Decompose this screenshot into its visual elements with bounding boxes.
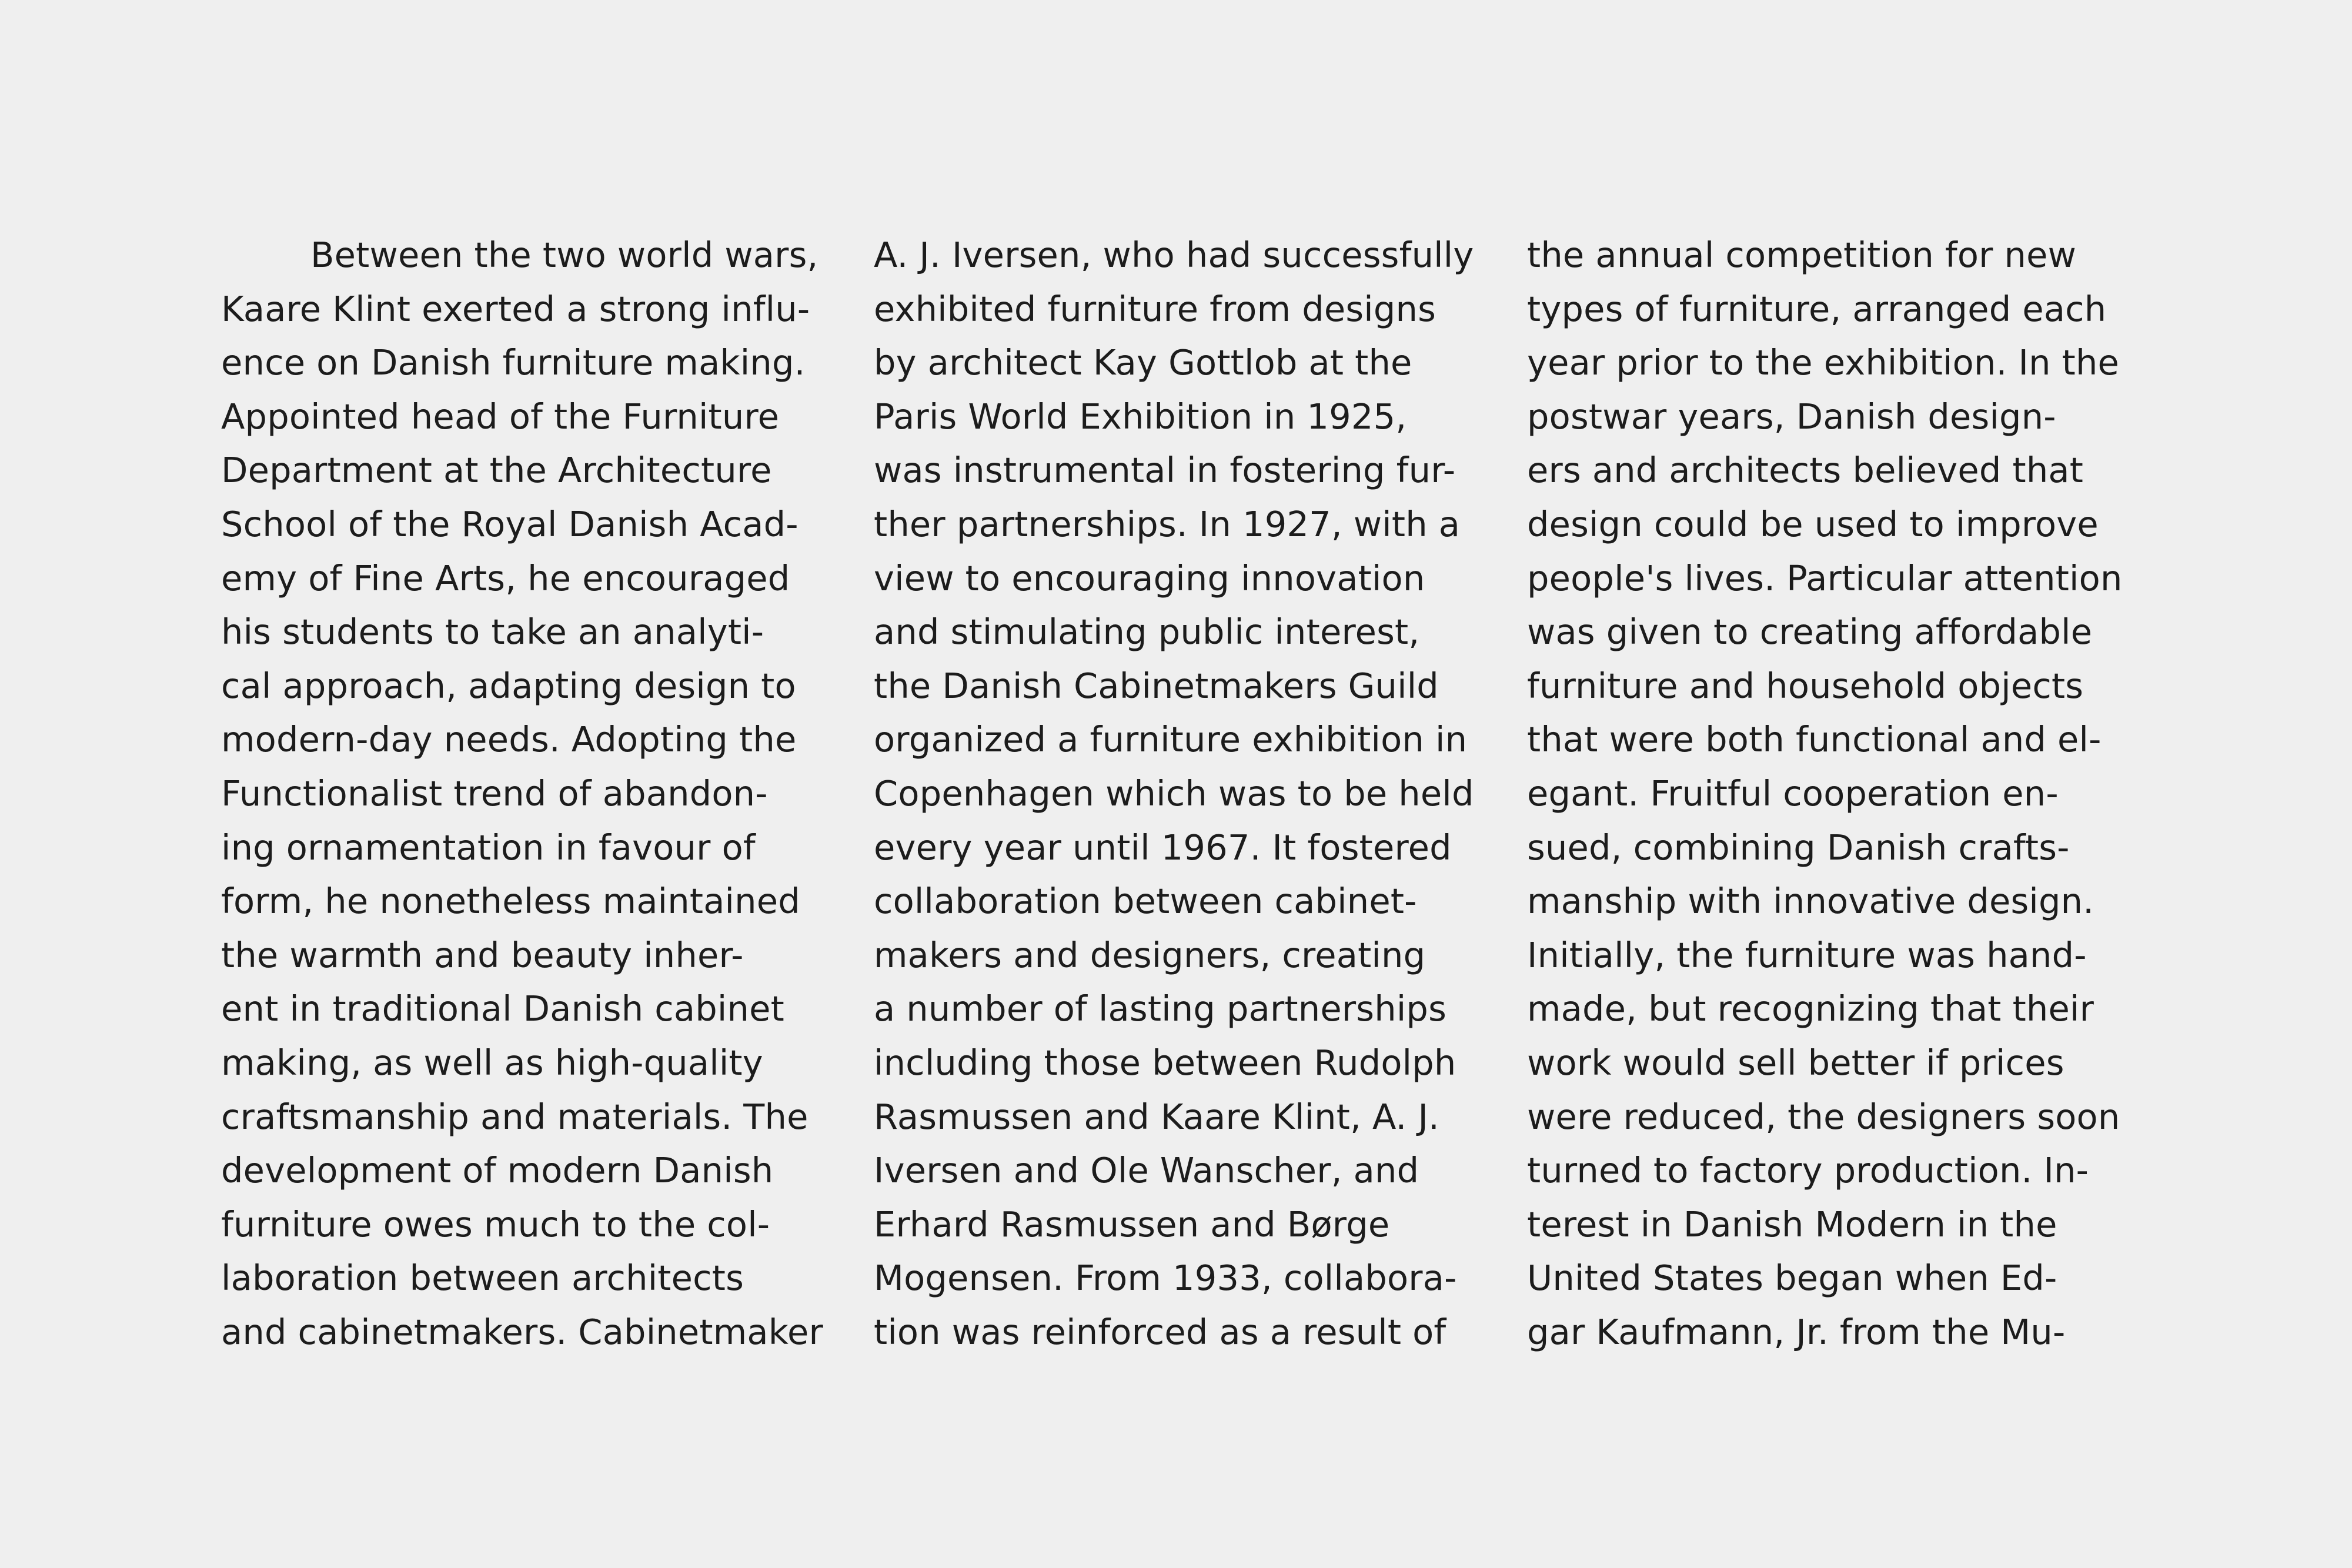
- text-line: Erhard Rasmussen and Børge: [874, 1203, 1390, 1245]
- text-line: United States began when Ed-: [1527, 1258, 2057, 1299]
- text-line: design could be used to improve: [1527, 503, 2099, 544]
- text-line: modern-day needs. Adopting the: [221, 719, 797, 760]
- text-line: making, as well as high-quality: [221, 1042, 763, 1083]
- text-column-3: [1527, 228, 2150, 1359]
- text-line: Paris World Exhibition in 1925,: [874, 396, 1407, 437]
- text-line: work would sell better if prices: [1527, 1042, 2064, 1083]
- text-line: Rasmussen and Kaare Klint, A. J.: [874, 1096, 1440, 1137]
- text-line: ence on Danish furniture making.: [221, 342, 806, 383]
- text-line: was instrumental in fostering fur-: [874, 450, 1456, 491]
- text-line: year prior to the exhibition. In the: [1527, 342, 2120, 383]
- text-line: exhibited furniture from designs: [874, 288, 1436, 329]
- text-line: a number of lasting partnerships: [874, 988, 1447, 1029]
- text-line: Appointed head of the Furniture: [221, 396, 780, 437]
- text-line: Kaare Klint exerted a strong influ-: [221, 288, 810, 329]
- text-line: including those between Rudolph: [874, 1042, 1456, 1083]
- text-line: egant. Fruitful cooperation en-: [1527, 773, 2059, 814]
- text-line: School of the Royal Danish Acad-: [221, 503, 799, 544]
- text-line: and cabinetmakers. Cabinetmaker: [221, 1311, 823, 1352]
- text-line: by architect Kay Gottlob at the: [874, 342, 1412, 383]
- text-line: laboration between architects: [221, 1258, 744, 1299]
- text-line: cal approach, adapting design to: [221, 665, 796, 706]
- text-line: Copenhagen which was to be held: [874, 773, 1474, 814]
- text-line: made, but recognizing that their: [1527, 988, 2094, 1029]
- text-line: Iversen and Ole Wanscher, and: [874, 1150, 1419, 1191]
- text-line: and stimulating public interest,: [874, 611, 1420, 653]
- text-line: A. J. Iversen, who had successfully: [874, 235, 1474, 275]
- text-line: ing ornamentation in favour of: [221, 827, 756, 868]
- text-line: Between the two world wars,: [310, 235, 818, 275]
- text-line: Mogensen. From 1933, collabora-: [874, 1258, 1457, 1299]
- text-column-1: [221, 228, 844, 1359]
- text-line: collaboration between cabinet-: [874, 881, 1417, 922]
- text-line: development of modern Danish: [221, 1150, 774, 1191]
- text-line: organized a furniture exhibition in: [874, 719, 1468, 760]
- text-line: furniture owes much to the col-: [221, 1203, 770, 1245]
- text-column-2: [874, 228, 1497, 1359]
- text-line: makers and designers, creating: [874, 934, 1426, 975]
- text-line: people's lives. Particular attention: [1527, 557, 2123, 599]
- text-line: types of furniture, arranged each: [1527, 288, 2107, 329]
- text-line: ther partnerships. In 1927, with a: [874, 503, 1461, 544]
- text-line: sued, combining Danish crafts-: [1527, 827, 2070, 868]
- text-line: view to encouraging innovation: [874, 557, 1425, 599]
- text-line: that were both functional and el-: [1527, 719, 2102, 760]
- text-line: gar Kaufmann, Jr. from the Mu-: [1527, 1311, 2066, 1352]
- text-line: ent in traditional Danish cabinet: [221, 988, 784, 1029]
- text-line: craftsmanship and materials. The: [221, 1096, 808, 1137]
- text-line: Department at the Architecture: [221, 450, 772, 491]
- text-line: furniture and household objects: [1527, 665, 2084, 706]
- text-line: terest in Danish Modern in the: [1527, 1203, 2057, 1245]
- text-line: the Danish Cabinetmakers Guild: [874, 665, 1439, 706]
- text-line: emy of Fine Arts, he encouraged: [221, 557, 790, 599]
- text-line: tion was reinforced as a result of: [874, 1311, 1446, 1352]
- text-line: Functionalist trend of abandon-: [221, 773, 768, 814]
- text-line: manship with innovative design.: [1527, 881, 2094, 922]
- text-line: ers and architects believed that: [1527, 450, 2084, 491]
- text-line: Initially, the furniture was hand-: [1527, 934, 2087, 975]
- text-line: the annual competition for new: [1527, 235, 2077, 275]
- text-line: form, he nonetheless maintained: [221, 881, 800, 922]
- text-line: his students to take an analyti-: [221, 611, 764, 653]
- text-line: turned to factory production. In-: [1527, 1150, 2089, 1191]
- text-line: postwar years, Danish design-: [1527, 396, 2056, 437]
- text-line: the warmth and beauty inher-: [221, 934, 744, 975]
- text-line: every year until 1967. It fostered: [874, 827, 1452, 868]
- text-line: were reduced, the designers soon: [1527, 1096, 2120, 1137]
- text-line: was given to creating affordable: [1527, 611, 2093, 653]
